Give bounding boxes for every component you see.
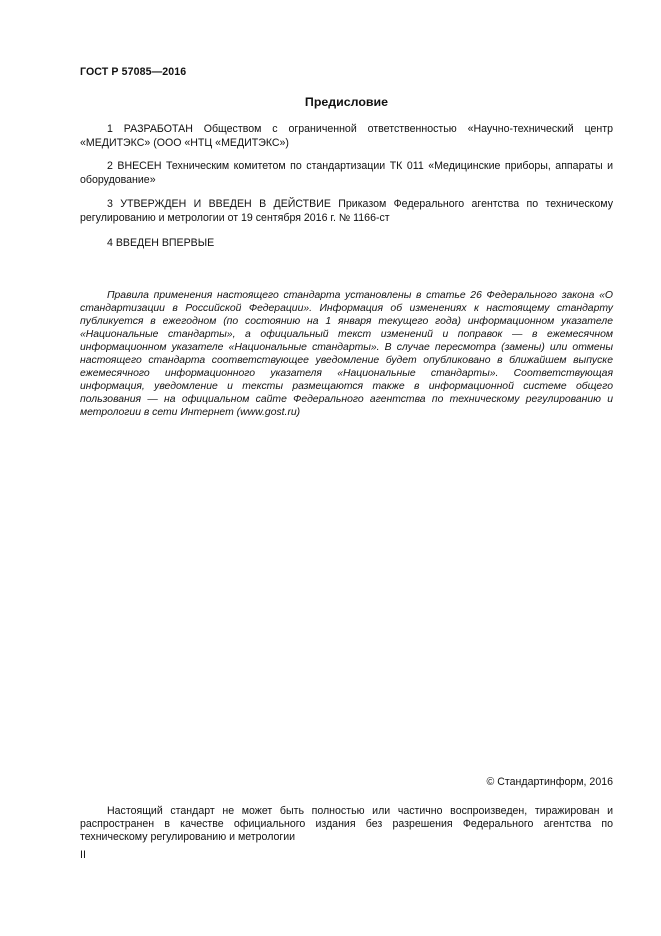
item-first-introduced: 4 ВВЕДЕН ВПЕРВЫЕ	[107, 237, 215, 249]
document-code: ГОСТ Р 57085—2016	[80, 66, 187, 78]
copyright: © Стандартинформ, 2016	[486, 776, 613, 788]
item-developed: 1 РАЗРАБОТАН Обществом с ограниченной ответственностью «Научно-технический центр «МЕДИТЭКС» (ООО «НТЦ «МЕДИТЭКС»)	[80, 123, 613, 149]
reproduction-notice: Настоящий стандарт не может быть полностью или частично воспроизведен, тиражирован и распространен в качестве официального издания без разрешения Федерального агентства по техническому регулированию и метрологии	[80, 805, 613, 843]
page-title: Предисловие	[304, 95, 389, 109]
page-number: II	[80, 849, 86, 861]
item-approved: 3 УТВЕРЖДЕН И ВВЕДЕН В ДЕЙСТВИЕ Приказом Федерального агентства по техническому регулированию и метрологии от 19 сентября 2016 г. № 1166-ст	[80, 198, 613, 224]
application-rules-note: Правила применения настоящего стандарта установлены в статье 26 Федерального закона «О стандартизации в Российской Федерации». Информация об изменениях к настоящему стандарту публикуется в ежегодном (по состоянию на 1 января текущего года) информационном указателе «Национальные стандарты», а официальный текст изменений и поправок — в ежемесячном информационном указателе «Национальные стандарты». В случае пересмотра (замены) или отмены настоящего стандарта соответствующее уведомление будет опубликовано в ближайшем выпуске ежемесячного информационного указателя «Национальные стандарты». Соответствующая информация, уведомление и тексты размещаются также в информационной системе общего пользования — на официальном сайте Федерального агентства по техническому регулированию и метрологии в сети Интернет (www.gost.ru)	[80, 290, 613, 418]
item-introduced: 2 ВНЕСЕН Техническим комитетом по стандартизации ТК 011 «Медицинские приборы, аппараты и оборудование»	[80, 160, 613, 186]
